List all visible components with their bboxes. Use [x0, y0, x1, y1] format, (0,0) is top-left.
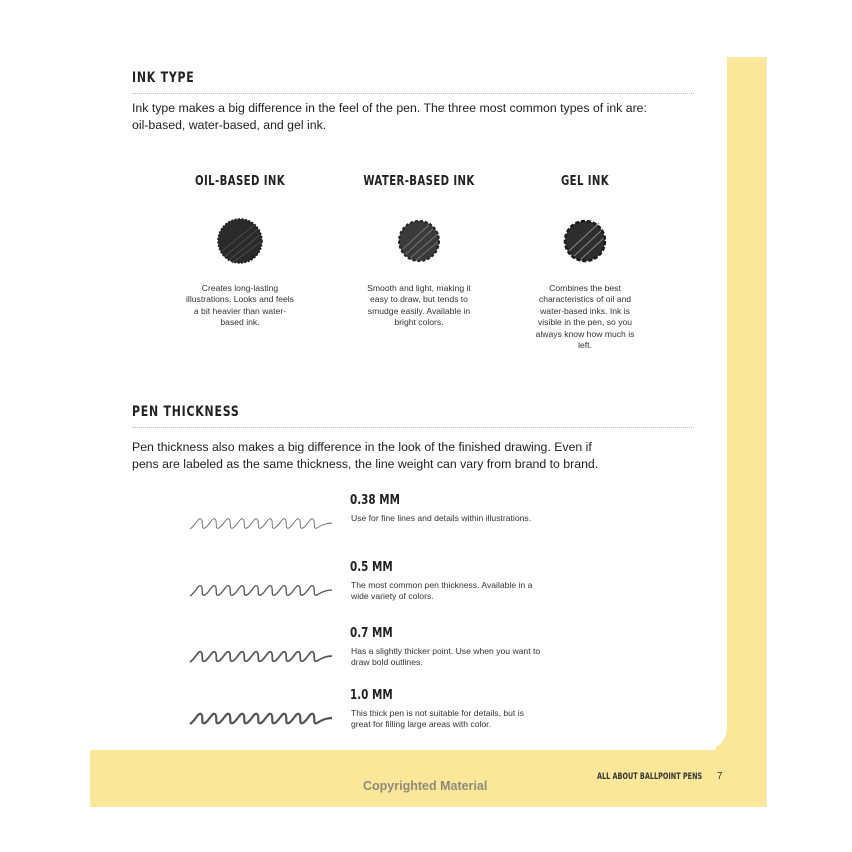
pen-size-row — [186, 493, 606, 553]
pen-thickness-divider — [132, 427, 694, 428]
pen-size-description: Has a slightly thicker point. Use when you want to draw bold outlines. — [351, 646, 541, 667]
pen-size-label: 0.5 MM — [350, 560, 393, 575]
copyright-notice: Copyrighted Material — [363, 779, 488, 793]
ink-type-oil — [165, 174, 315, 329]
ink-type-description: Combines the best characteristics of oil and water-based inks. Ink is visible in the pen, so you always know how much is left. — [535, 283, 635, 351]
pen-size-label: 0.7 MM — [350, 626, 393, 641]
pen-size-row — [186, 626, 606, 686]
pen-thickness-heading: PEN THICKNESS — [132, 404, 240, 420]
pen-size-row — [186, 560, 606, 620]
running-title: ALL ABOUT BALLPOINT PENS — [597, 772, 703, 782]
oil-ink-swatch-icon — [210, 211, 270, 271]
page-number: 7 — [717, 771, 723, 782]
ink-type-description: Smooth and light, making it easy to draw, but tends to smudge easily. Available in bright colors. — [367, 283, 471, 328]
ink-type-gel — [510, 174, 660, 351]
pen-size-label: 0.38 MM — [350, 493, 400, 508]
ink-type-name: WATER-BASED INK — [363, 174, 475, 189]
water-ink-swatch-icon — [389, 211, 449, 271]
ink-type-name: GEL INK — [560, 174, 610, 189]
gel-ink-swatch-icon — [555, 211, 615, 271]
pen-size-description: This thick pen is not suitable for details, but is great for filling large areas with color. — [351, 708, 524, 729]
ink-type-heading: INK TYPE — [132, 70, 195, 86]
ink-type-description: Creates long-lasting illustrations. Looks and feels a bit heavier than water-based ink. — [186, 283, 294, 328]
ink-type-water — [344, 174, 494, 329]
pen-thickness-intro: Pen thickness also makes a big difference in the look of the finished drawing. Even if pens are labeled as the same thickness, the line weight can vary from brand to brand. — [132, 440, 599, 471]
thick-line-sample-icon — [186, 698, 336, 732]
pen-size-row — [186, 688, 606, 748]
pen-size-description: The most common pen thickness. Available in a wide variety of colors. — [351, 580, 533, 601]
bold-line-sample-icon — [186, 636, 336, 670]
pen-size-label: 1.0 MM — [350, 688, 393, 703]
medium-line-sample-icon — [186, 570, 336, 604]
ink-type-name: OIL-BASED INK — [194, 174, 285, 189]
pen-size-description: Use for fine lines and details within illustrations. — [351, 513, 532, 523]
ink-type-intro: Ink type makes a big difference in the feel of the pen. The three most common types of ink are: oil-based, water-based, and gel ink. — [132, 101, 647, 132]
ink-type-divider — [132, 93, 694, 94]
fine-line-sample-icon — [186, 503, 336, 537]
